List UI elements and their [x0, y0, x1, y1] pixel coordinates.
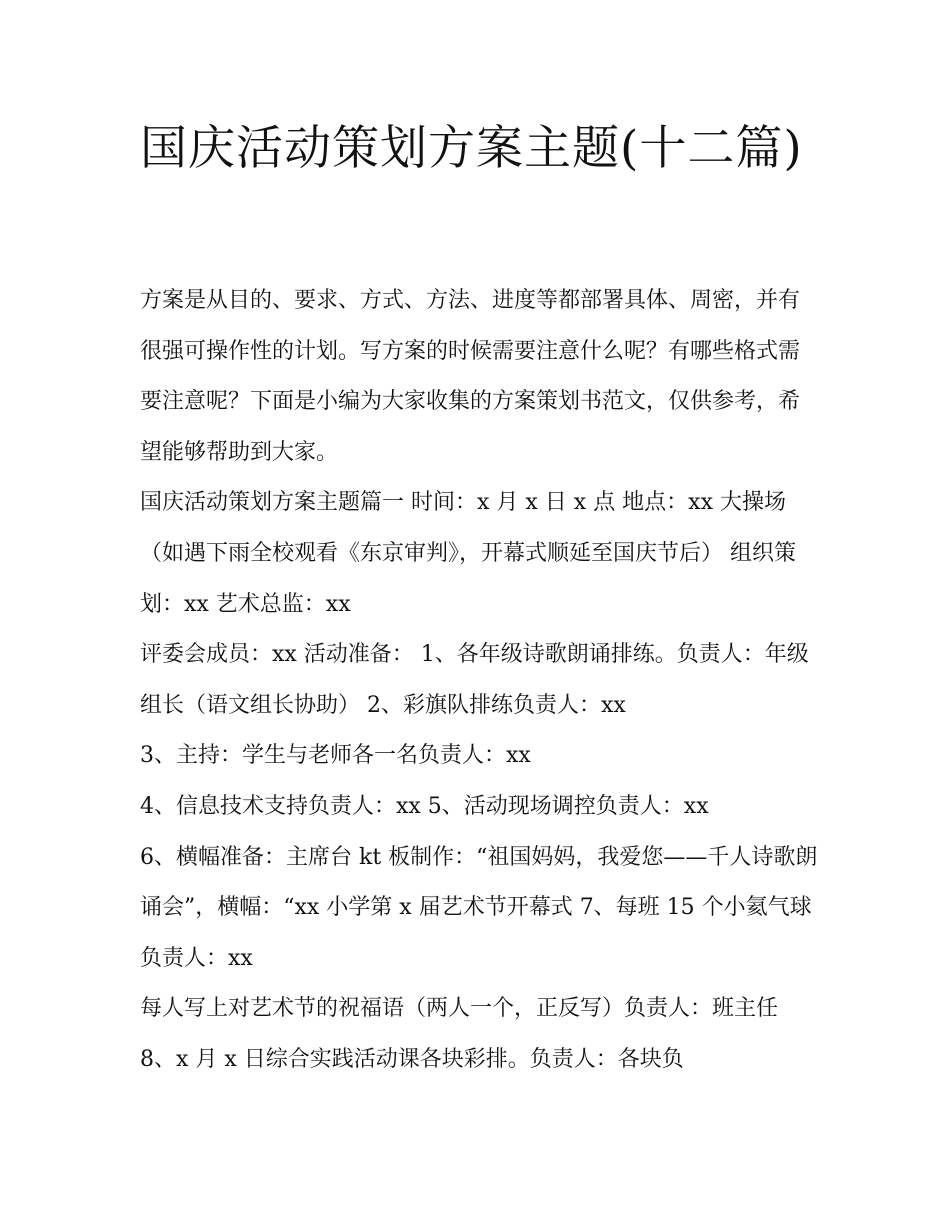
paragraph-banner: 6、横幅准备：主席台 kt 板制作：“祖国妈妈，我爱您——千人诗歌朗诵会”，横幅：“xx 小学第 x 届艺术节开幕式 7、每班 15 个小氦气球负责人：xx — [140, 844, 818, 971]
paragraph-jury-preparation: 评委会成员：xx 活动准备： 1、各年级诗歌朗诵排练。负责人：年级组长（语文组长协助） 2、彩旗队排练负责人：xx — [140, 642, 809, 718]
paragraph-host: 3、主持：学生与老师各一名负责人：xx — [140, 743, 531, 769]
paragraph-blessings: 每人写上对艺术节的祝福语（两人一个，正反写）负责人：班主任 8、x 月 x 日综合实践活动课各块彩排。负责人：各块负 — [140, 996, 779, 1072]
paragraph-intro: 方案是从目的、要求、方式、方法、进度等都部署具体、周密，并有很强可操作性的计划。写方案的时候需要注意什么呢？有哪些格式需要注意呢？下面是小编为大家收集的方案策划书范文，仅供参考，希望能够帮助到大家。 — [140, 288, 801, 465]
paragraph-time-location: 国庆活动策划方案主题篇一 时间：x 月 x 日 x 点 地点：xx 大操场（如遇下雨全校观看《东京审判》，开幕式顺延至国庆节后） 组织策划：xx 艺术总监：xx — [140, 490, 796, 617]
paragraph-tech-support: 4、信息技术支持负责人：xx 5、活动现场调控负责人：xx — [140, 793, 709, 819]
document-title: 国庆活动策划方案主题(十二篇) — [140, 121, 803, 176]
document-body — [140, 276, 818, 1086]
